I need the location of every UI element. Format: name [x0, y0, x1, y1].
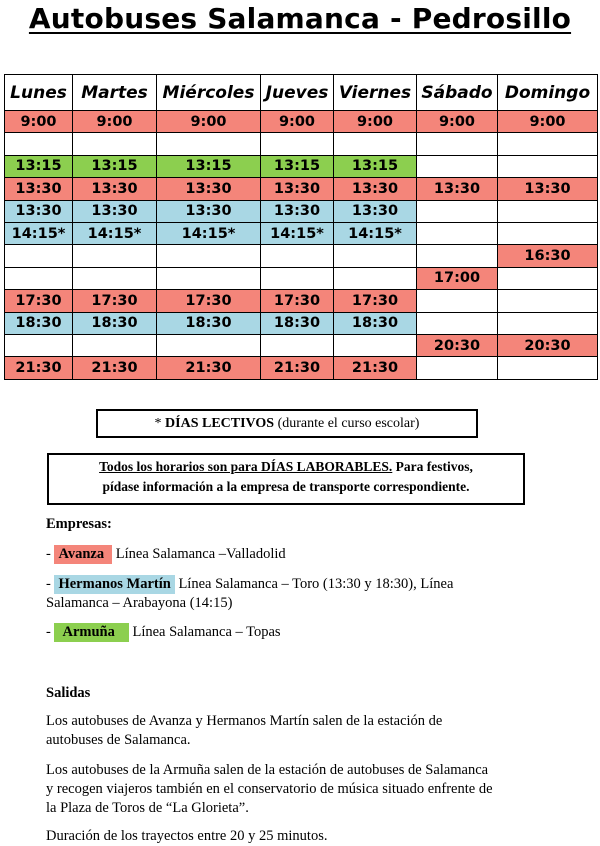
- empty-cell: [417, 155, 498, 177]
- empty-cell: [417, 312, 498, 334]
- schedule-row: [5, 312, 598, 334]
- time-cell: 21:30: [334, 357, 417, 379]
- empresas-heading: Empresas:: [46, 516, 112, 532]
- empty-cell: [5, 245, 73, 267]
- schedule-body: [5, 111, 598, 380]
- time-cell: 13:15: [157, 155, 261, 177]
- time-cell: 14:15*: [261, 222, 334, 244]
- schedule-row: [5, 200, 598, 222]
- empty-cell: [417, 290, 498, 312]
- time-cell: 9:00: [498, 111, 598, 133]
- time-cell: 16:30: [498, 245, 598, 267]
- empty-cell: [261, 133, 334, 155]
- empty-cell: [334, 334, 417, 356]
- avanza-badge: Avanza: [54, 545, 112, 564]
- empresa-item-avanza: [46, 545, 566, 564]
- time-cell: 21:30: [5, 357, 73, 379]
- empty-cell: [157, 267, 261, 289]
- time-cell: 17:30: [157, 290, 261, 312]
- time-cell: 9:00: [73, 111, 157, 133]
- empty-cell: [261, 334, 334, 356]
- empty-cell: [73, 334, 157, 356]
- empty-cell: [417, 245, 498, 267]
- schedule-row: [5, 357, 598, 379]
- schedule-row: [5, 267, 598, 289]
- time-cell: 9:00: [261, 111, 334, 133]
- time-cell: 20:30: [498, 334, 598, 356]
- empty-cell: [417, 222, 498, 244]
- time-cell: 9:00: [334, 111, 417, 133]
- time-cell: 17:30: [73, 290, 157, 312]
- day-header: Miércoles: [157, 75, 261, 111]
- empresa-item-armuna: [46, 623, 566, 642]
- empty-cell: [73, 133, 157, 155]
- empty-cell: [157, 334, 261, 356]
- time-cell: 18:30: [157, 312, 261, 334]
- empty-cell: [417, 133, 498, 155]
- schedule-row: [5, 178, 598, 200]
- time-cell: 13:30: [73, 200, 157, 222]
- time-cell: 13:15: [5, 155, 73, 177]
- time-cell: 17:00: [417, 267, 498, 289]
- time-cell: 13:30: [334, 200, 417, 222]
- empty-cell: [261, 245, 334, 267]
- time-cell: 13:30: [417, 178, 498, 200]
- time-cell: 18:30: [334, 312, 417, 334]
- time-cell: 13:15: [334, 155, 417, 177]
- empty-cell: [334, 133, 417, 155]
- schedule-table: [4, 74, 598, 380]
- empty-cell: [498, 290, 598, 312]
- time-cell: 13:30: [261, 200, 334, 222]
- empty-cell: [73, 245, 157, 267]
- schedule-row: [5, 133, 598, 155]
- schedule-header-row: [5, 75, 598, 111]
- laborables-underlined: Todos los horarios son para DÍAS LABORABLES.: [99, 459, 393, 474]
- time-cell: 21:30: [73, 357, 157, 379]
- schedule-row: [5, 245, 598, 267]
- laborables-note: [47, 453, 525, 505]
- empty-cell: [5, 133, 73, 155]
- time-cell: 9:00: [157, 111, 261, 133]
- time-cell: 13:30: [261, 178, 334, 200]
- lectivos-bold: DÍAS LECTIVOS: [165, 416, 275, 431]
- time-cell: 9:00: [5, 111, 73, 133]
- time-cell: 21:30: [157, 357, 261, 379]
- time-cell: 13:30: [157, 178, 261, 200]
- time-cell: 14:15*: [5, 222, 73, 244]
- laborables-line1-rest: Para festivos,: [392, 459, 473, 474]
- salidas-paragraph-2: Los autobuses de la Armuña salen de la estación de autobuses de Salamanca y recogen viajeros también en el conservatorio de música situado enfrente de la Plaza de Toros de “La Glorieta”.: [46, 762, 493, 816]
- salidas-paragraph-1: Los autobuses de Avanza y Hermanos Martín salen de la estación de autobuses de Salamanca.: [46, 713, 443, 748]
- time-cell: 13:15: [73, 155, 157, 177]
- time-cell: 18:30: [73, 312, 157, 334]
- empty-cell: [498, 133, 598, 155]
- time-cell: 13:30: [334, 178, 417, 200]
- schedule-row: [5, 111, 598, 133]
- lectivos-star: *: [154, 416, 166, 431]
- empresa-prefix: -: [46, 576, 55, 592]
- schedule-row: [5, 155, 598, 177]
- empty-cell: [498, 357, 598, 379]
- time-cell: 13:15: [261, 155, 334, 177]
- lectivos-rest: (durante el curso escolar): [274, 416, 420, 431]
- schedule-row: [5, 290, 598, 312]
- time-cell: 13:30: [157, 200, 261, 222]
- time-cell: 18:30: [5, 312, 73, 334]
- empty-cell: [5, 267, 73, 289]
- schedule-row: [5, 334, 598, 356]
- empty-cell: [498, 312, 598, 334]
- day-header: Lunes: [5, 75, 73, 111]
- time-cell: 13:30: [73, 178, 157, 200]
- time-cell: 21:30: [261, 357, 334, 379]
- empresa-text: Línea Salamanca – Toro (13:30 y 18:30), Línea Salamanca – Arabayona (14:15): [46, 576, 454, 611]
- salidas-heading: Salidas: [46, 685, 91, 701]
- time-cell: 14:15*: [157, 222, 261, 244]
- time-cell: 9:00: [417, 111, 498, 133]
- day-header: Martes: [73, 75, 157, 111]
- empty-cell: [261, 267, 334, 289]
- time-cell: 17:30: [5, 290, 73, 312]
- time-cell: 13:30: [498, 178, 598, 200]
- empty-cell: [157, 133, 261, 155]
- page-title: Autobuses Salamanca - Pedrosillo: [28, 2, 572, 35]
- empresa-text: Línea Salamanca –Valladolid: [112, 546, 286, 562]
- empty-cell: [5, 334, 73, 356]
- empresa-text: Línea Salamanca – Topas: [128, 624, 281, 640]
- empty-cell: [334, 267, 417, 289]
- schedule-row: [5, 222, 598, 244]
- day-header: Jueves: [261, 75, 334, 111]
- time-cell: 17:30: [334, 290, 417, 312]
- empty-cell: [417, 357, 498, 379]
- empty-cell: [334, 245, 417, 267]
- empty-cell: [498, 155, 598, 177]
- salidas-paragraph-3: Duración de los trayectos entre 20 y 25 minutos.: [46, 828, 328, 844]
- time-cell: 20:30: [417, 334, 498, 356]
- empty-cell: [417, 200, 498, 222]
- time-cell: 13:30: [5, 200, 73, 222]
- time-cell: 14:15*: [334, 222, 417, 244]
- time-cell: 17:30: [261, 290, 334, 312]
- time-cell: 13:30: [5, 178, 73, 200]
- day-header: Domingo: [498, 75, 598, 111]
- empresa-item-hermanos-martin: [46, 575, 506, 613]
- time-cell: 18:30: [261, 312, 334, 334]
- day-header: Viernes: [334, 75, 417, 111]
- day-header: Sábado: [417, 75, 498, 111]
- laborables-line2: pídase información a la empresa de transporte correspondiente.: [102, 479, 470, 494]
- empty-cell: [498, 267, 598, 289]
- empty-cell: [498, 200, 598, 222]
- time-cell: 14:15*: [73, 222, 157, 244]
- empty-cell: [73, 267, 157, 289]
- empresa-prefix: -: [46, 546, 55, 562]
- armuna-badge: Armuña: [54, 623, 128, 642]
- hermanos-martin-badge: Hermanos Martín: [54, 575, 174, 594]
- empty-cell: [157, 245, 261, 267]
- empresa-prefix: -: [46, 624, 55, 640]
- lectivos-note: [96, 409, 478, 438]
- empty-cell: [498, 222, 598, 244]
